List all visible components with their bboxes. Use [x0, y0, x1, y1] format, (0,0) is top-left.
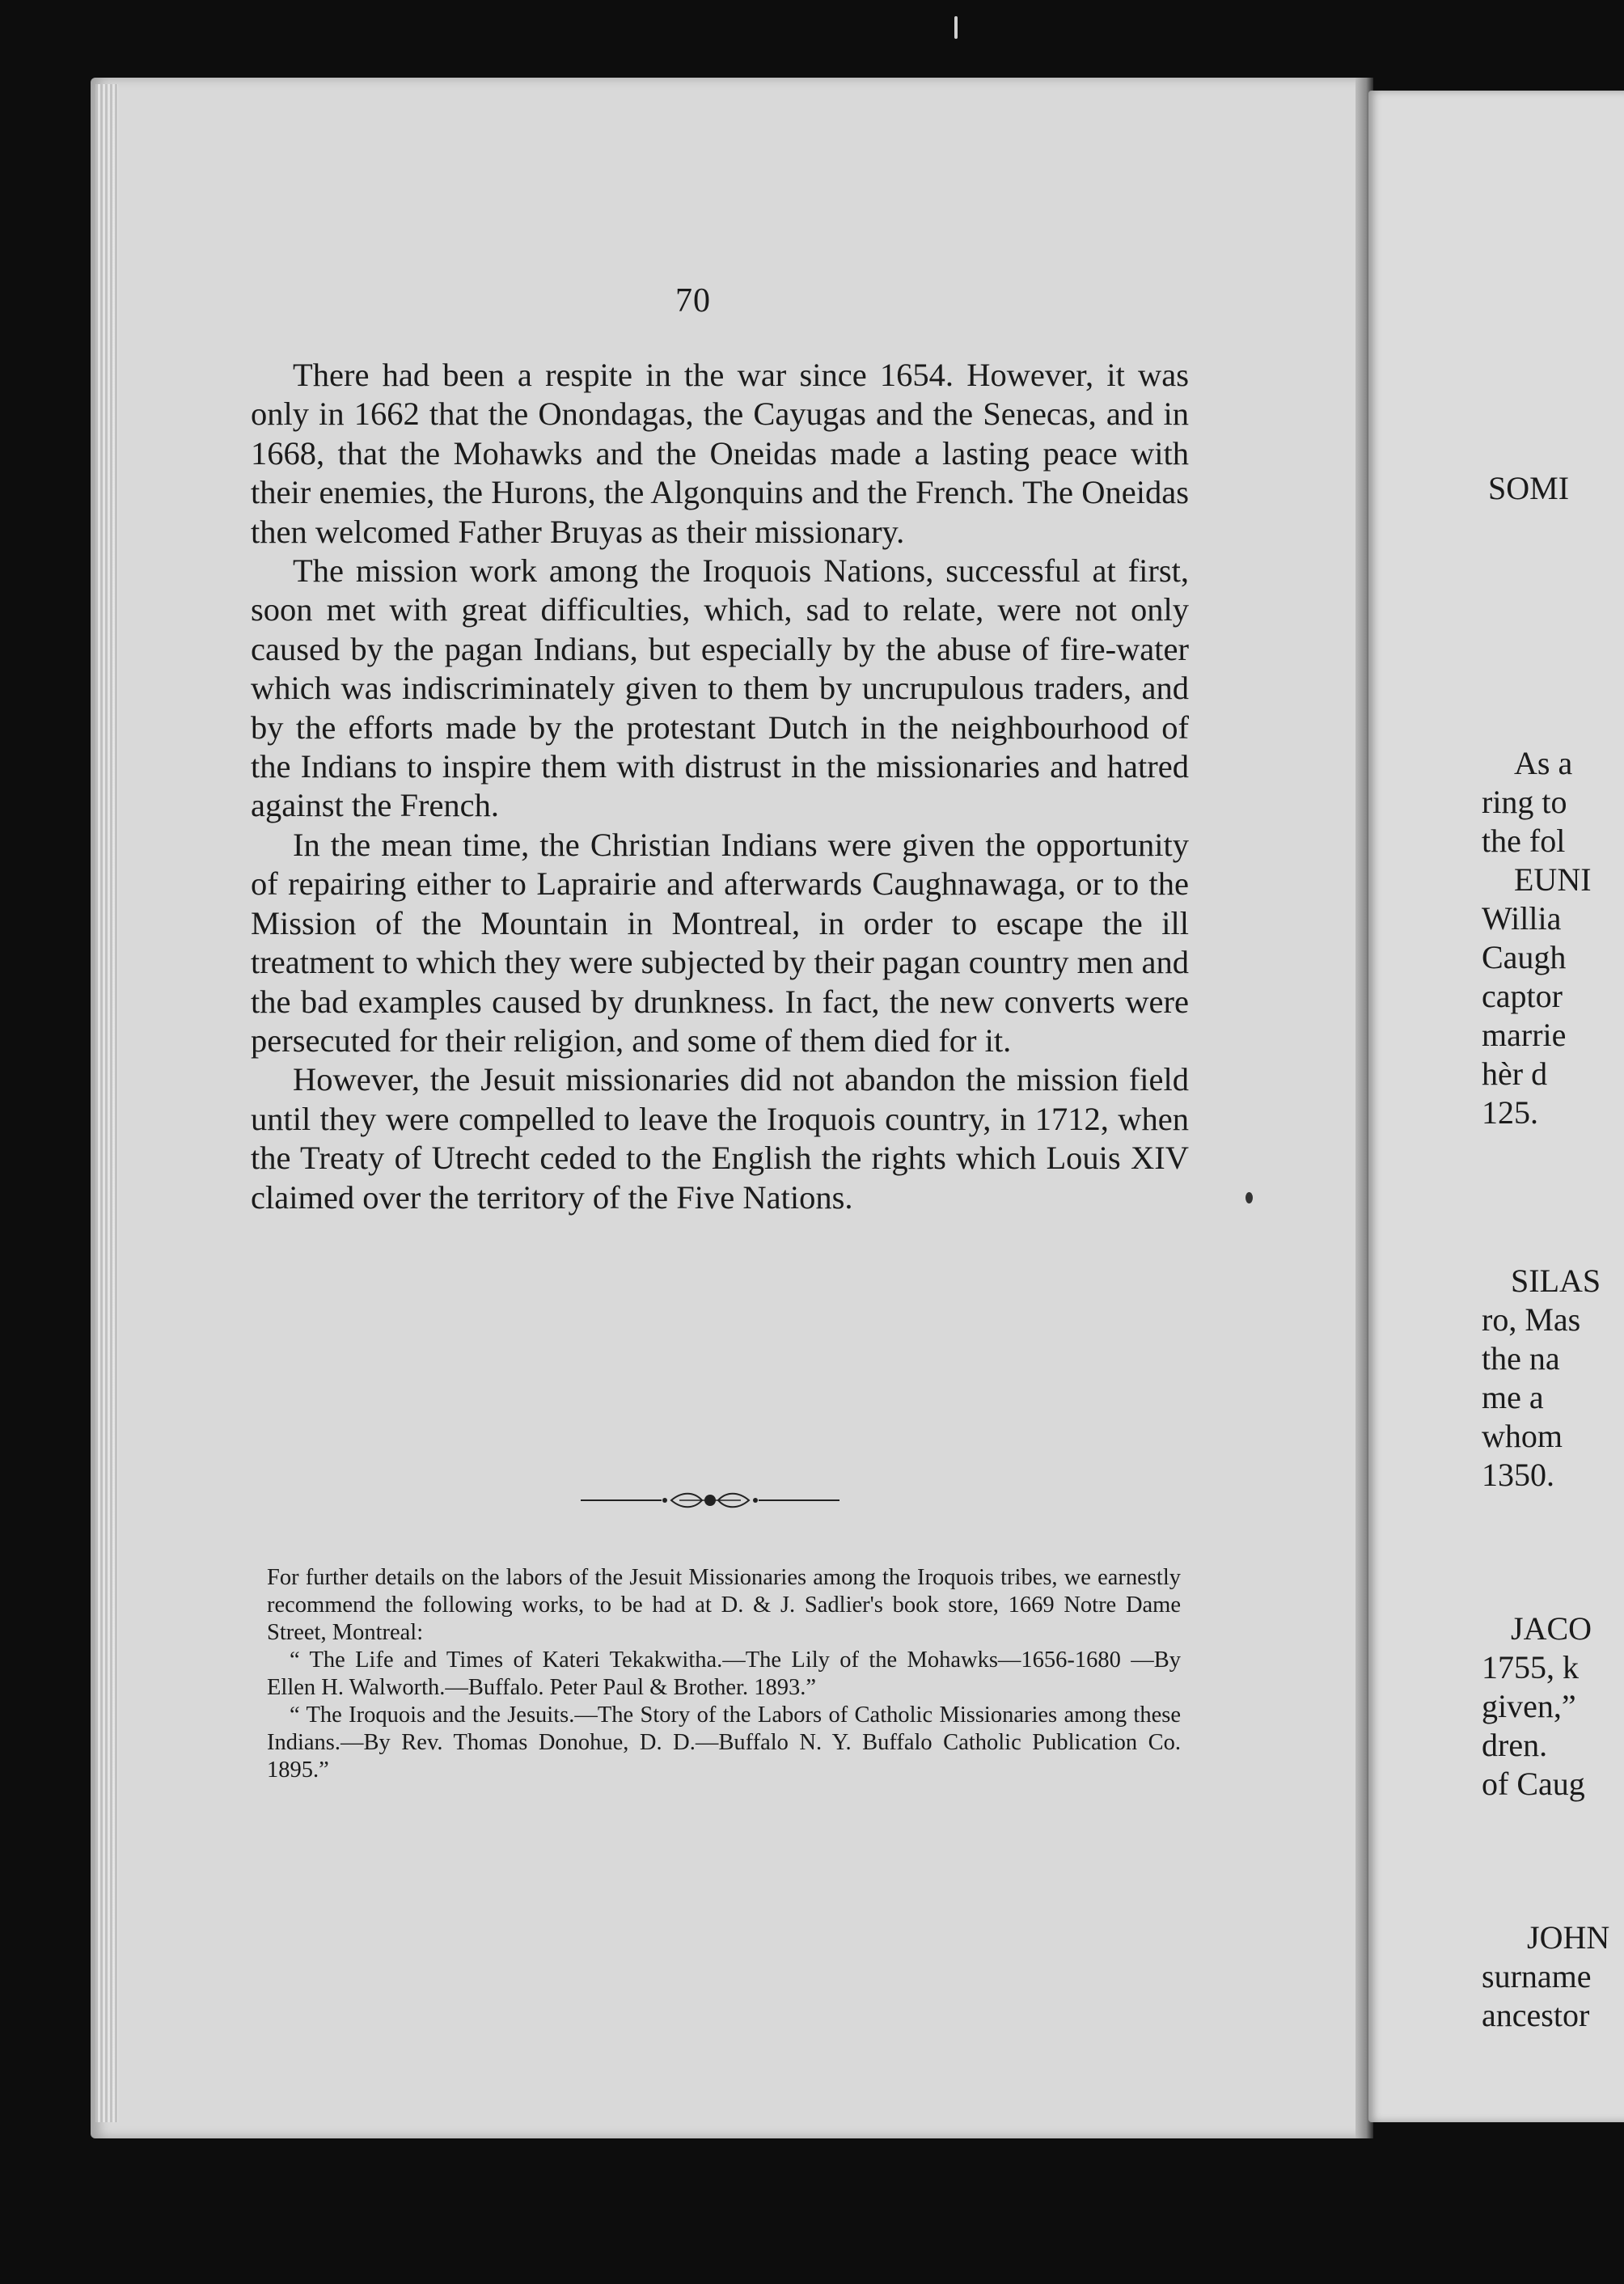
- right-line: JACO: [1511, 1610, 1592, 1647]
- right-line: of Caug: [1482, 1766, 1585, 1802]
- right-line: 1755, k: [1482, 1649, 1579, 1686]
- right-page-block: [1482, 1262, 1624, 1495]
- footnotes: [267, 1564, 1181, 1784]
- ink-speck: [1245, 1192, 1253, 1203]
- right-line: ro, Mas: [1482, 1301, 1581, 1338]
- right-page-heading: SOMI: [1488, 470, 1570, 506]
- right-line: surname: [1482, 1958, 1592, 1994]
- right-line: captor: [1482, 978, 1563, 1014]
- paragraph: The mission work among the Iroquois Nations, successful at first, soon met with great difficulties, which, sad to relate, were not only caused by the pagan Indians, but especially by the abuse of fire-water which was indiscriminately given to them by uncrupulous traders, and by the efforts made by the protestant Dutch in the neighbourhood of the Indians to inspire them with distrust in the missionaries and hatred against the French.: [251, 552, 1189, 824]
- right-page-block: [1482, 1609, 1624, 1804]
- right-line: Willia: [1482, 900, 1562, 937]
- right-line: dren.: [1482, 1727, 1548, 1763]
- footnote: For further details on the labors of the Jesuit Missionaries among the Iroquois tribes, we earnestly recommend the following works, to be had at D. & J. Sadlier's book store, 1669 Notre Dame Street, Montreal:: [267, 1565, 1181, 1645]
- paragraph: In the mean time, the Christian Indians were given the opportunity of repairing either to Laprairie and afterwards Caughnawaga, or to the Mission of the Mountain in Montreal, in order to escape the ill treatment to which they were subjected by their pagan country men and the bad examples caused by drunkness. In fact, the new converts were persecuted for their religion, and some of them died for it.: [251, 826, 1189, 1059]
- right-page-block: [1482, 744, 1624, 1132]
- right-line: EUNI: [1514, 861, 1592, 898]
- right-line: whom: [1482, 1418, 1563, 1454]
- right-line: ancestor: [1482, 1997, 1590, 2033]
- page-edges: [95, 84, 118, 2122]
- right-line: me a: [1482, 1379, 1544, 1415]
- right-line: marrie: [1482, 1017, 1567, 1053]
- page-number: 70: [675, 282, 711, 319]
- right-line: given,”: [1482, 1688, 1576, 1724]
- right-line: ring to: [1482, 784, 1567, 820]
- paragraph: However, the Jesuit missionaries did not abandon the mission field until they were compelled to leave the Iroquois country, in 1712, when the Treaty of Utrecht ceded to the English the rights which Louis XIV claimed over the territory of the Five Nations.: [251, 1061, 1189, 1216]
- right-page-block: [1482, 1918, 1624, 2035]
- right-line: As a: [1514, 745, 1573, 781]
- right-line: Caugh: [1482, 939, 1567, 975]
- main-text: [251, 356, 1189, 1217]
- paragraph: There had been a respite in the war since 1654. However, it was only in 1662 that the Onondagas, the Cayugas and the Senecas, and in 1668, that the Mohawks and the Oneidas made a lasting peace with their enemies, the Hurons, the Algonquins and the French. The Oneidas then welcomed Father Bruyas as their missionary.: [251, 357, 1189, 550]
- section-divider-ornament: [581, 1488, 839, 1512]
- right-line: 125.: [1482, 1094, 1538, 1131]
- footnote: “ The Life and Times of Kateri Tekakwitha.—The Lily of the Mohawks—1656-1680 —By Ellen H. Walworth.—Buffalo. Peter Paul & Brother. 1893.”: [267, 1647, 1181, 1700]
- right-line: SILAS: [1511, 1263, 1601, 1299]
- footnote: “ The Iroquois and the Jesuits.—The Story of the Labors of Catholic Missionaries among these Indians.—By Rev. Thomas Donohue, D. D.—Buffalo N. Y. Buffalo Catholic Publication Co. 1895.”: [267, 1702, 1181, 1783]
- right-line: JOHN: [1527, 1919, 1610, 1956]
- right-line: hèr d: [1482, 1055, 1548, 1092]
- right-line: the fol: [1482, 823, 1566, 859]
- right-line: 1350.: [1482, 1457, 1554, 1493]
- right-line: the na: [1482, 1340, 1560, 1377]
- scan-mark: [954, 16, 958, 39]
